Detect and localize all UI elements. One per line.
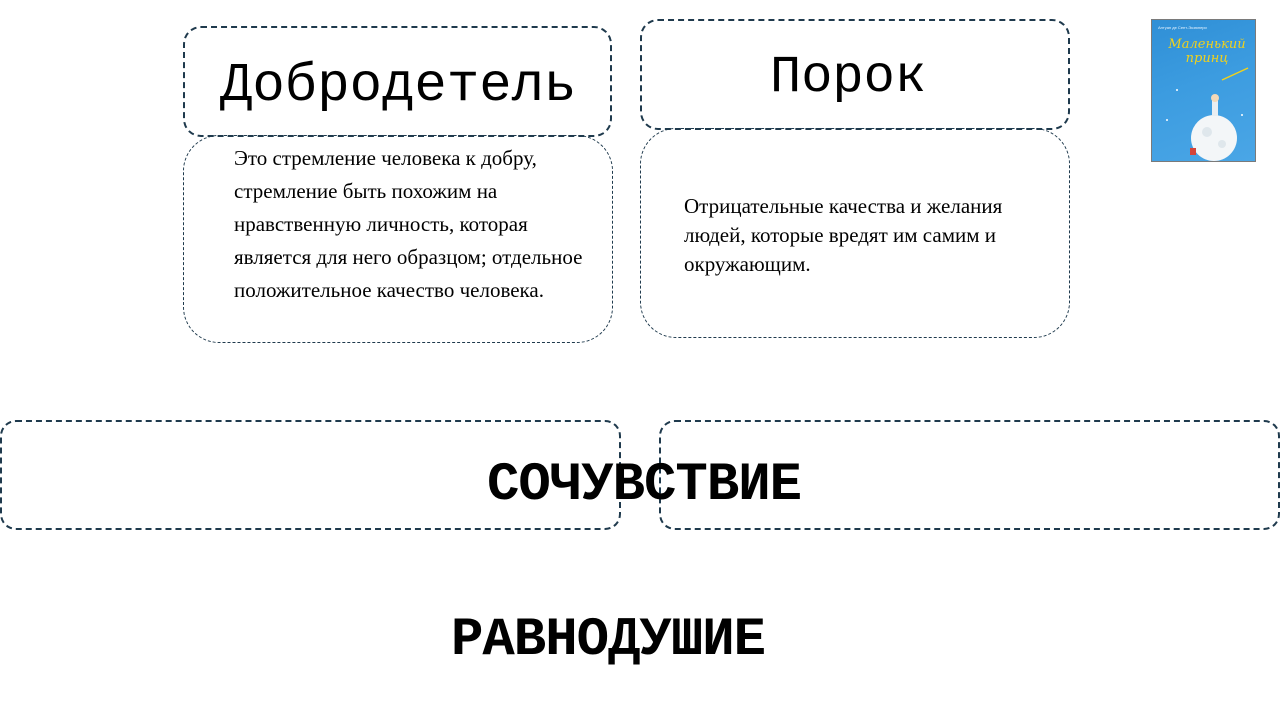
- book-title: Маленький принц: [1168, 37, 1246, 66]
- vice-title: Порок: [770, 48, 927, 107]
- book-author: Антуан де Сент-Экзюпери: [1158, 25, 1207, 30]
- book-cover-image: [1151, 19, 1256, 162]
- vice-definition: Отрицательные качества и желания людей, которые вредят им самим и окружающим.: [684, 194, 1003, 276]
- planet-illustration: [1152, 20, 1256, 162]
- virtue-title: Добродетель: [220, 56, 577, 117]
- virtue-definition: Это стремление человека к добру, стремление быть похожим на нравственную личность, которая является для него образцом; отдельное положительное качество человека.: [234, 146, 583, 302]
- word-sympathy: СОЧУВСТВИЕ: [487, 455, 802, 516]
- word-indifference: РАВНОДУШИЕ: [451, 610, 766, 671]
